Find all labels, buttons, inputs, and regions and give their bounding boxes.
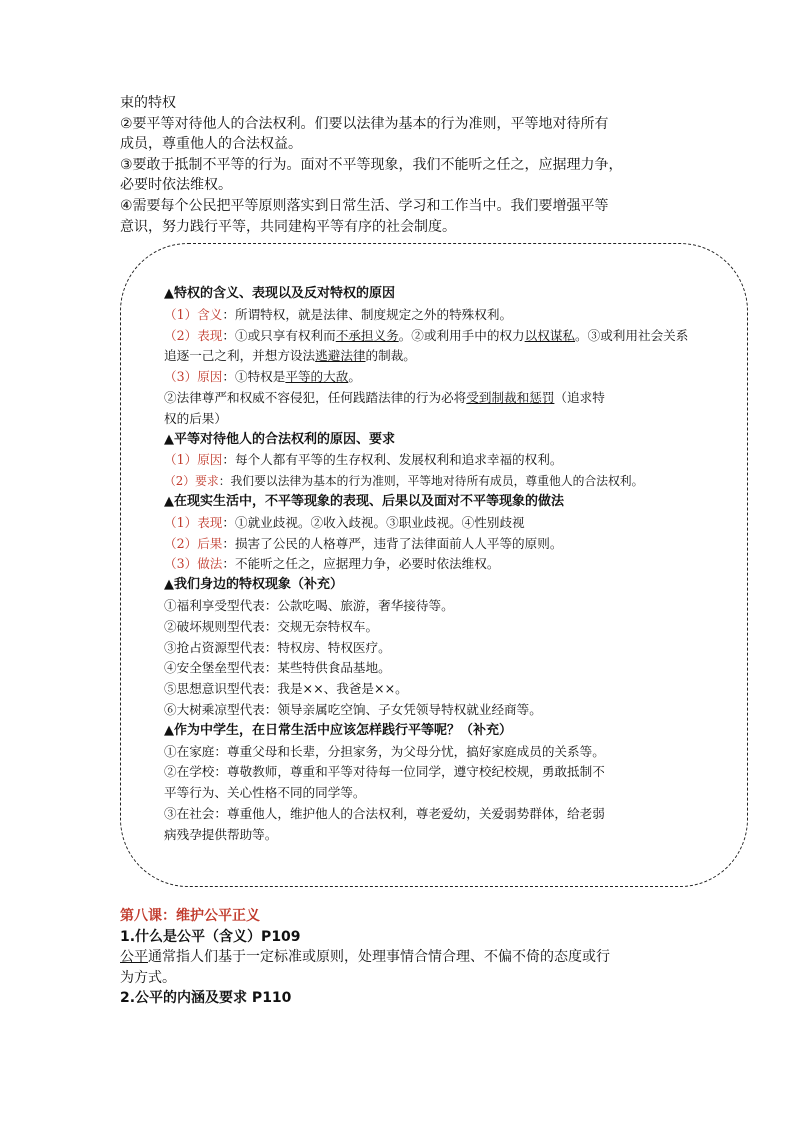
text-line (164, 534, 730, 555)
underlined-text: 受到制裁和惩罚 (466, 389, 555, 405)
label: （2）后果 (164, 535, 223, 551)
label: （1）含义 (164, 306, 223, 322)
text-line: 意识，努力践行平等，共同建构平等有序的社会制度。 (120, 218, 456, 235)
intro-text (120, 93, 700, 237)
text: 。②或利用手中的权力 (398, 327, 525, 343)
list-item: ③抢占资源型代表：特权房、特权医疗。 (164, 639, 391, 655)
text-line (164, 326, 730, 347)
text-line: 权的后果） (164, 410, 227, 426)
list-item: ⑤思想意识型代表：我是××、我爸是××。 (164, 681, 408, 697)
label: （3）原因 (164, 369, 223, 385)
section-heading: 2.公平的内涵及要求 P110 (120, 990, 292, 1007)
heading: ▲作为中学生，在日常生活中应该怎样践行平等呢？（补充） (164, 722, 512, 738)
section-heading: 1.什么是公平（含义）P109 (120, 928, 301, 945)
text-line (164, 450, 730, 471)
text-line (164, 388, 730, 409)
text: ②法律尊严和权威不容侵犯，任何践踏法律的行为必将 (164, 389, 467, 405)
label: （1）原因 (164, 452, 223, 468)
text-line (164, 305, 730, 326)
underlined-text: 公平 (120, 949, 148, 966)
text: ：不能听之任之，应据理力争，必要时依法维权。 (222, 556, 500, 572)
list-item: ⑥大树乘凉型代表：领导亲属吃空饷、子女凭领导特权就业经商等。 (164, 701, 542, 717)
chapter-section (120, 906, 700, 1009)
text: 追逐一己之利，并想方设法 (164, 348, 316, 364)
list-item: 平等行为、关心性格不同的同学等。 (164, 785, 366, 801)
text-line: ③要敢于抵制不平等的行为。面对不平等现象，我们不能听之任之，应据理力争， (120, 156, 623, 173)
text: ：①特权是 (222, 369, 286, 385)
text-line: 束的特权 (120, 95, 176, 111)
list-item: 病残孕提供帮助等。 (164, 826, 278, 842)
list-item: ①福利享受型代表：公款吃喝、旅游，奢华接待等。 (164, 597, 454, 613)
heading: ▲我们身边的特权现象（补充） (164, 577, 343, 593)
underlined-text: 逃避法律 (315, 348, 366, 364)
underlined-text: 平等的大敌 (285, 369, 349, 385)
text-line: 成员，尊重他人的合法权益。 (120, 136, 302, 153)
text: 。 (348, 369, 361, 385)
text-line: ②要平等对待他人的合法权利。们要以法律为基本的行为准则，平等地对待所有 (120, 115, 609, 132)
label: （2）要求 (164, 474, 219, 489)
text-line: 为方式。 (120, 969, 176, 986)
text-line (164, 346, 730, 367)
heading: ▲平等对待他人的合法权利的原因、要求 (164, 431, 395, 447)
text: ：①就业歧视。②收入歧视。③职业歧视。④性别歧视 (222, 514, 525, 530)
text-line (164, 471, 730, 492)
summary-box (120, 243, 748, 887)
label: （2）表现 (164, 327, 223, 343)
list-item: ②在学校：尊敬教师，尊重和平等对待每一位同学，遵守校纪校规，勇敢抵制不 (164, 764, 605, 780)
underlined-text: 不承担义务 (335, 327, 399, 343)
chapter-title: 第八课：维护公平正义 (120, 908, 260, 924)
text: ：所谓特权，就是法律、制度规定之外的特殊权利。 (222, 306, 513, 322)
text: ：①或只享有权利而 (222, 327, 336, 343)
text: ：损害了公民的人格尊严，违背了法律面前人人平等的原则。 (222, 535, 563, 551)
heading: ▲在现实生活中，不平等现象的表现、后果以及面对不平等现象的做法 (164, 493, 564, 509)
underlined-text: 以权谋私 (524, 327, 576, 343)
text: 的制裁。 (365, 348, 416, 364)
text: ：我们要以法律为基本的行为准则，平等地对待所有成员，尊重他人的合法权利。 (218, 474, 644, 489)
heading: ▲特权的含义、表现以及反对特权的原因 (164, 286, 395, 301)
text-line: 必要时依法维权。 (120, 177, 232, 194)
list-item: ④安全堡垒型代表：某些特供食品基地。 (164, 660, 391, 676)
list-item: ③在社会：尊重他人，维护他人的合法权利，尊老爱幼，关爱弱势群体，给老弱 (164, 805, 605, 821)
text-line (120, 947, 700, 968)
label: （1）表现 (164, 514, 223, 530)
text-line (164, 367, 730, 388)
text-line (164, 513, 730, 534)
label: （3）做法 (164, 556, 223, 572)
text-line (164, 554, 730, 575)
text: ：每个人都有平等的生存权利、发展权利和追求幸福的权利。 (222, 452, 563, 468)
list-item: ①在家庭：尊重父母和长辈，分担家务，为父母分忧，搞好家庭成员的关系等。 (164, 743, 605, 759)
text: 。③或利用社会关系 (575, 327, 689, 343)
text-line: ④需要每个公民把平等原则落实到日常生活、学习和工作当中。我们要增强平等 (120, 197, 609, 214)
text: （追求特 (554, 389, 605, 405)
list-item: ②破坏规则型代表：交规无奈特权车。 (164, 618, 379, 634)
text: 通常指人们基于一定标准或原则，处理事情合情合理、不偏不倚的态度或行 (148, 949, 610, 966)
